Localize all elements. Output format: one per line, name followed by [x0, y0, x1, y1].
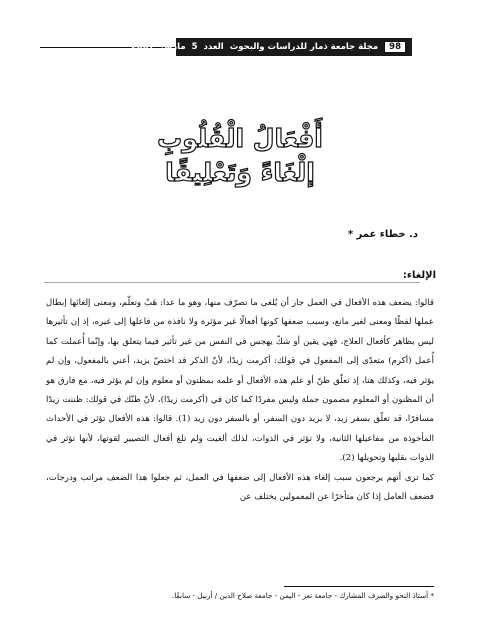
issue-year: 2007	[130, 42, 155, 52]
title-line-1: أَفْعَالُ الْقُلُوبِ	[157, 124, 323, 153]
footnote-rule	[284, 586, 434, 587]
author-name: د. خطاء عمر *	[347, 229, 418, 240]
issue-label: العدد	[203, 42, 224, 52]
paragraph: كما ترى أنهم يرجعون سبب إلغاء هذه الأفعال إلى ضعفها في العمل، ثم جعلوا هذا الضعف مراتب ودرجات، فضعف العامل إذا كان متأخرًا عن المعمولين يختلف عن	[46, 472, 434, 503]
page-number: 98	[384, 41, 406, 53]
running-header	[130, 38, 412, 56]
section-heading: الإلغاء:	[402, 270, 436, 281]
body-text	[46, 294, 434, 507]
article-title	[120, 122, 360, 190]
title-line-2: إلْغَاءً وَتَعْلِيقًا	[165, 158, 315, 187]
footnote: * أستاذ النحو والصرف المشارك - جامعة تعز - اليمن - جامعة صلاح الدين / أربيل - سابقًا.	[171, 591, 434, 600]
header-rule	[40, 47, 176, 48]
paragraph: قالوا: يضعف هذه الأفعال في العمل جاز أن يُلغى ما تصرّف منها، وهو ما عدا: هَبْ وتعلّم، ومعنى إلغائها إبطال عملها لفظًا ومعنى لغير مانع، وسبب ضعفها كونها أفعالًا غير مؤثرة ولا نافذة من فاعلها إلى غيره، إذ إن تأثيرها ليس بظاهر كأفعال العلاج، فهي يقين أو شكّ يهجس في النفس من غير تأثير فيما يتعلق بها، وإنّما أُعملت كما أُعمل (أكرم) متعدّى إلى المفعول في قولك: أكرمت زيدًا، لأنّ الذكر قد اختصّ بزيد، أعني بالمفعول، وإن لم يؤثر فيه، وكذلك هنا، إذ تعلّق ظنّ أو علم هذه الأفعال أو علمه بمظنون أو معلوم وإن لم يؤثر فيه، مع فارق هو أن المظنون أو المعلوم مضمون جملة وليس مفردًا كما كان في (أكرمت زيدًا)، لأنّ ظنّك في قولك: ظننت زيدًا مسافرًا، قد تعلّق بسفر زيد، لا بزيد دون السفر، أو بالسفر دون زيد (1). قالوا: هذه الأفعال تؤثر في الأحداث المأخوذة من مفاعيلها الثانية، ولا تؤثر في الذوات، لذلك ألغيت ولم تلغ أفعال التصيير لقوتها، لأنها تؤثر في الذوات بقلبها وتحويلها (2).	[46, 298, 434, 464]
issue-number: 5	[191, 42, 198, 52]
issue-month: مارس	[160, 42, 186, 52]
journal-name: مجلة جامعة ذمار للدراسات والبحوث	[229, 42, 379, 52]
section-rule	[44, 282, 420, 283]
